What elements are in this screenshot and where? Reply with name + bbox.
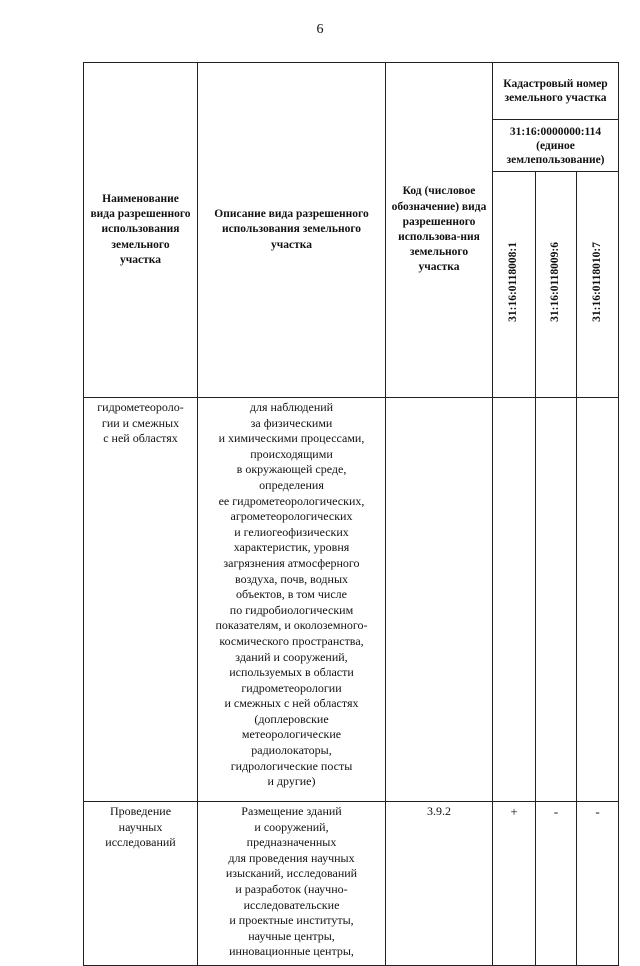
header-name-column: Наименование вида разрешенного использования земельного участка: [84, 63, 198, 398]
row-code-cell: 3.9.2: [386, 802, 493, 966]
header-cadastral-main: 31:16:0000000:114 (единое землепользование): [493, 120, 619, 172]
row-parcel-1-cell: [493, 398, 536, 802]
header-parcel-1: 31:16:0118008:1: [493, 172, 536, 398]
row-name-cell: гидрометеороло- гии и смежных с ней областях: [84, 398, 198, 802]
header-code-column: Код (числовое обозначение) вида разрешенного использова-ния земельного участка: [386, 63, 493, 398]
header-parcel-3: 31:16:0118010:7: [577, 172, 619, 398]
table-row: [84, 398, 619, 802]
page-number: 6: [316, 22, 324, 37]
row-name-cell: Проведение научных исследований: [84, 802, 198, 966]
row-parcel-1-cell: +: [493, 802, 536, 966]
land-use-table: [83, 62, 619, 966]
table-row: [84, 802, 619, 966]
row-description-cell: для наблюдений за физическими и химическими процессами, происходящими в окружающей среде, определения ее гидрометеорологических, агрометеорологических и гелиогеофизических характеристик, уровня загрязнения атмосферного воздуха, почв, водных объектов, в том числе по гидробиологическим показателям, и околоземного- космического пространства, зданий и сооружений, используемых в области гидрометеорологии и смежных с ней областях (доплеровские метеорологические радиолокаторы, гидрологические посты и другие): [198, 398, 386, 802]
row-parcel-3-cell: [577, 398, 619, 802]
row-description-cell: Размещение зданий и сооружений, предназначенных для проведения научных изысканий, исследований и разработок (научно- исследовательские и проектные институты, научные центры, инновационные центры,: [198, 802, 386, 966]
header-parcel-2: 31:16:0118009:6: [536, 172, 577, 398]
row-parcel-3-cell: -: [577, 802, 619, 966]
header-cadastral-group: Кадастровый номер земельного участка: [493, 63, 619, 120]
row-code-cell: [386, 398, 493, 802]
row-parcel-2-cell: [536, 398, 577, 802]
row-parcel-2-cell: -: [536, 802, 577, 966]
header-description-column: Описание вида разрешенного использования земельного участка: [198, 63, 386, 398]
